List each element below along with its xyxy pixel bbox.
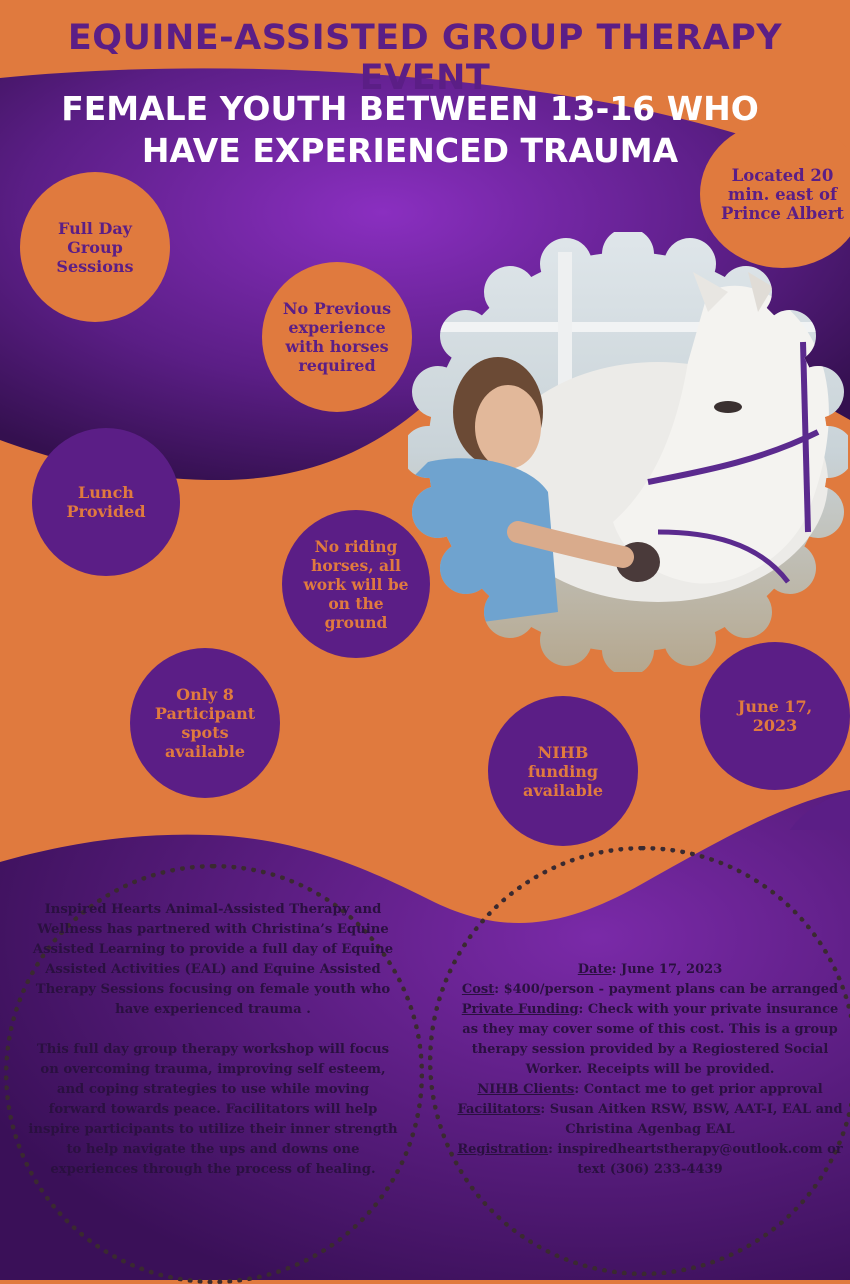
description-paragraph-1: Inspired Hearts Animal-Assisted Therapy and Wellness has partnered with Christina’s Equine Assisted Learning to provide a full day of Equine Assisted Activities (EAL) and Equine Assisted Therapy Sessions focusing on female youth who have experienced trauma . bbox=[32, 902, 394, 1017]
nihb-badge bbox=[488, 696, 638, 846]
description-paragraph-2: This full day group therapy workshop will focus on overcoming trauma, improving self esteem, and coping strategies to use while moving forward towards peace. Facilitators will help inspire participants to utilize their inner strength to help navigate the ups and downs one experiences through the process of healing. bbox=[28, 1042, 398, 1177]
nihb-clients-label: NIHB Clients bbox=[477, 1082, 575, 1097]
registration-value: : inspiredheartstherapy@outlook.com or text (306) 233-4439 bbox=[548, 1142, 843, 1177]
cost-value: : $400/person - payment plans can be arranged bbox=[494, 982, 839, 997]
full-day-sessions-text: Full Day Group Sessions bbox=[56, 218, 134, 276]
facilitators-value: : Susan Aitken RSW, BSW, AAT-I, EAL and Christina Agenbag EAL bbox=[540, 1102, 843, 1137]
lunch-badge bbox=[32, 428, 180, 576]
cost-label: Cost bbox=[461, 982, 495, 997]
subtitle-line-1: FEMALE YOUTH BETWEEN 13-16 WHO bbox=[61, 89, 759, 128]
horse-and-girl-photo bbox=[408, 232, 848, 672]
nihb-clients-value: : Contact me to get prior approval bbox=[574, 1082, 823, 1097]
private-funding-value: : Check with your private insurance as they may cover some of this cost. This is a group therapy session provided by a Regiostered Social Worker. Receipts will be provided. bbox=[462, 1002, 839, 1077]
date-line bbox=[452, 960, 848, 980]
no-experience-badge bbox=[262, 262, 412, 412]
private-funding-line bbox=[452, 1000, 848, 1080]
facilitators-line bbox=[452, 1100, 848, 1140]
registration-line bbox=[452, 1140, 848, 1180]
date-value: : June 17, 2023 bbox=[611, 962, 723, 977]
no-riding-text: No riding horses, all work will be on the ground bbox=[303, 536, 409, 632]
details-text bbox=[452, 960, 848, 1180]
spots-text: Only 8 Participant spots available bbox=[154, 685, 256, 761]
spots-badge bbox=[130, 648, 280, 798]
no-experience-text: No Previous experience with horses required bbox=[282, 299, 392, 375]
subtitle-line-2: HAVE EXPERIENCED TRAUMA bbox=[141, 131, 679, 170]
description-text bbox=[28, 900, 398, 1180]
event-title: EQUINE-ASSISTED GROUP THERAPY EVENT bbox=[67, 18, 783, 98]
nihb-badge-text: NIHB funding available bbox=[523, 742, 603, 800]
full-day-sessions-badge bbox=[20, 172, 170, 322]
facilitators-label: Facilitators bbox=[457, 1102, 541, 1117]
registration-label: Registration bbox=[457, 1142, 549, 1157]
private-funding-label: Private Funding bbox=[461, 1002, 579, 1017]
event-subtitle bbox=[40, 88, 780, 172]
nihb-clients-line bbox=[452, 1080, 848, 1100]
date-badge-text: June 17, 2023 bbox=[737, 697, 813, 735]
lunch-text: Lunch Provided bbox=[66, 483, 146, 521]
location-text: Located 20 min. east of Prince Albert bbox=[720, 165, 845, 223]
cost-line bbox=[452, 980, 848, 1000]
date-label: Date bbox=[577, 962, 612, 977]
